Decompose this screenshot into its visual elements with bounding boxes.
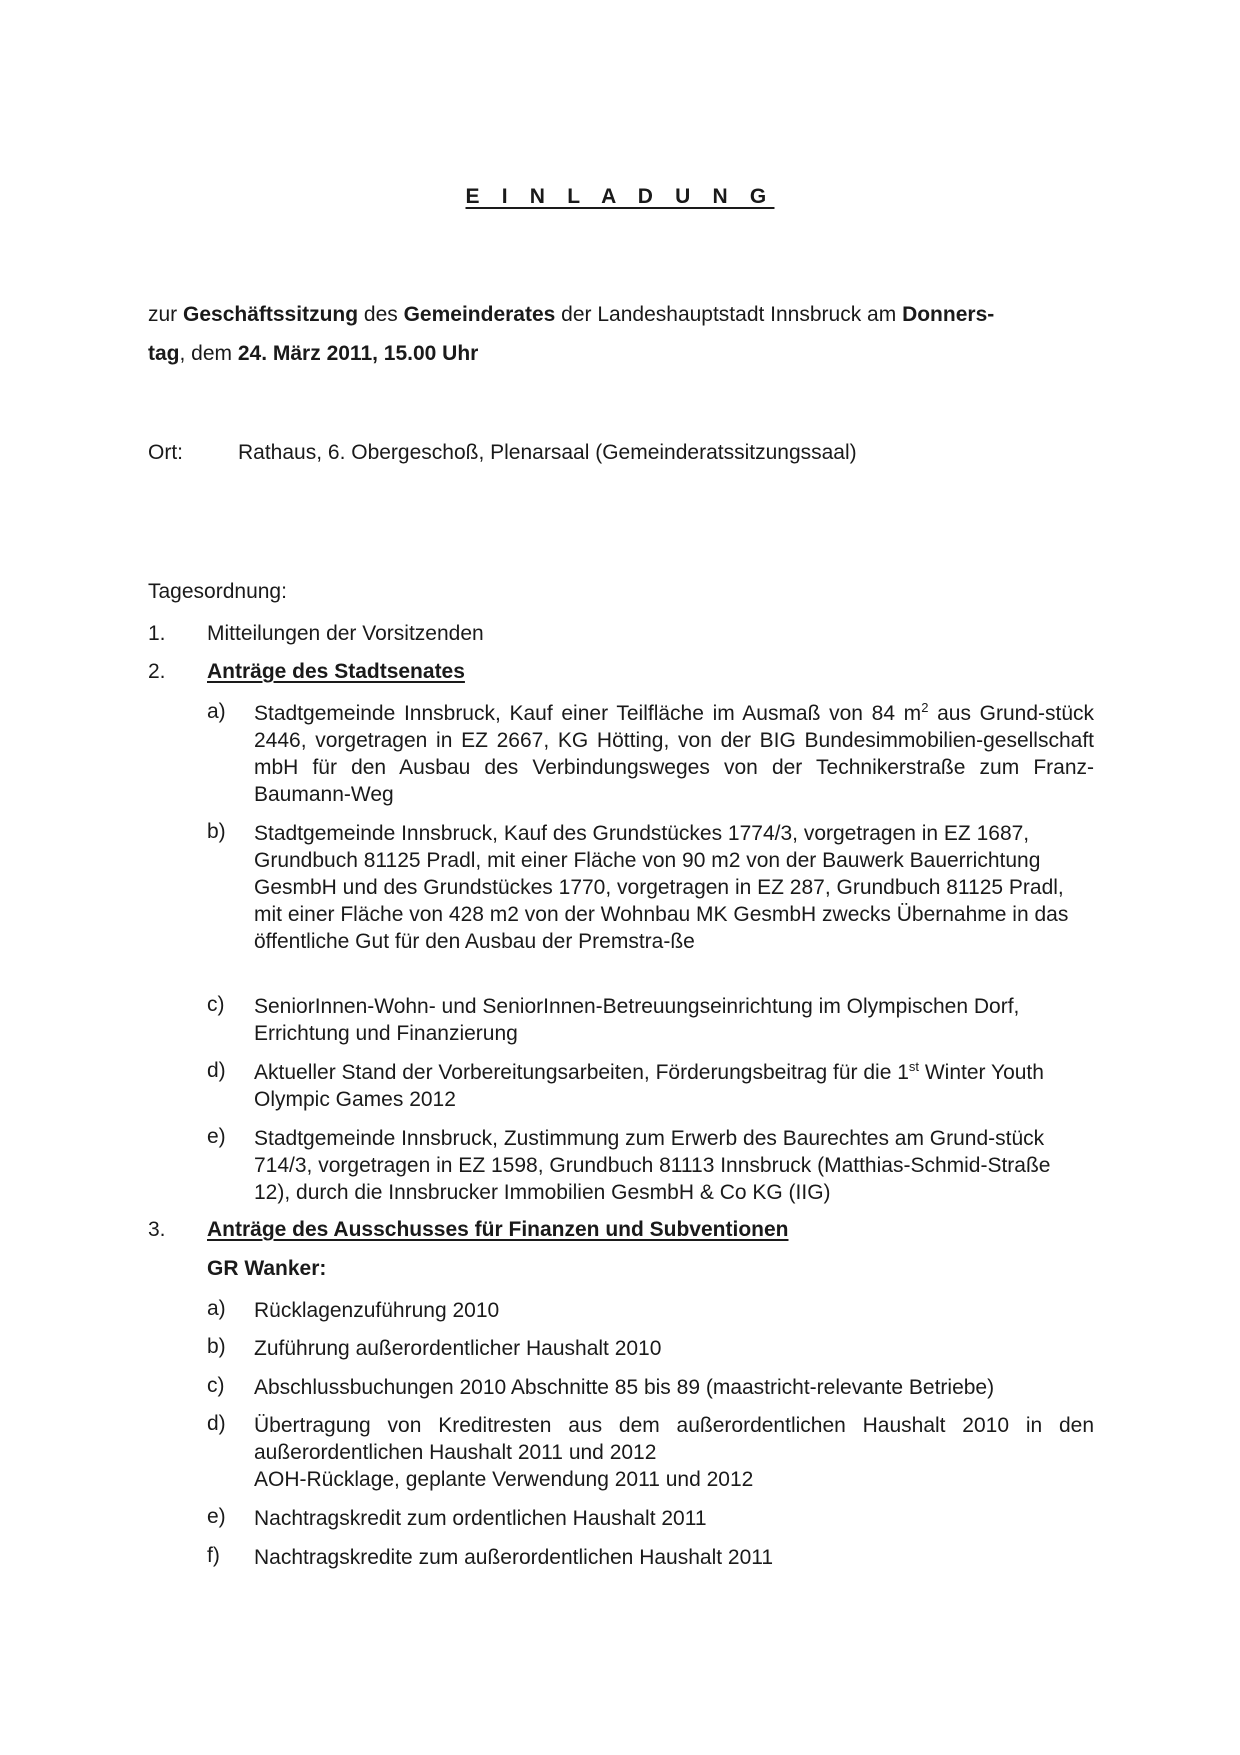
superscript: 2 — [921, 700, 929, 715]
agenda-heading: Tagesordnung: — [148, 580, 287, 603]
meeting-date: 24. März 2011, 15.00 Uhr — [237, 342, 479, 365]
document-title: E I N L A D U N G — [465, 185, 775, 208]
intro-text: der Landeshauptstadt Innsbruck am — [555, 303, 903, 326]
section-heading: Anträge des Ausschusses für Finanzen und Subventionen — [207, 1218, 789, 1241]
intro-text: , dem — [179, 342, 238, 365]
location-value: Rathaus, 6. Obergeschoß, Plenarsaal (Gemeinderatssitzungssaal) — [238, 441, 857, 464]
intro-bold: Geschäftssitzung — [183, 303, 359, 326]
intro-paragraph — [148, 295, 1088, 373]
item-number: 2. — [148, 660, 166, 683]
sub-item-text: Nachtragskredite zum außerordentlichen Haushalt 2011 — [254, 1546, 774, 1569]
text-part: Stadtgemeinde Innsbruck, Kauf einer Teilfläche im Ausmaß von 84 m — [254, 702, 922, 725]
sub-item-text: Stadtgemeinde Innsbruck, Zustimmung zum Erwerb des Baurechtes am Grund-stück 714/3, vorgetragen in EZ 1598, Grundbuch 81113 Innsbruck (Matthias-Schmid-Straße 12), durch die Innsbrucker Immobilien GesmbH & Co KG (IIG) — [254, 1127, 1051, 1204]
intro-bold: Donners- — [902, 303, 995, 326]
text-part: aus Grund-stück 2446, vorgetragen in EZ 2667, KG Hötting, von der BIG Bundesimmobilien-gesellschaft mbH für den Ausbau des Verbindungsweges von der Technikerstraße zum Franz-Baumann-Weg — [254, 702, 1095, 806]
sub-item-text-line2: AOH-Rücklage, geplante Verwendung 2011 und 2012 — [254, 1468, 754, 1491]
text-part: Aktueller Stand der Vorbereitungsarbeiten, Förderungsbeitrag für die 1 — [254, 1061, 909, 1084]
sub-item-text: Zuführung außerordentlicher Haushalt 2010 — [254, 1337, 662, 1360]
sub-item-text: Abschlussbuchungen 2010 Abschnitte 85 bis 89 (maastricht-relevante Betriebe) — [254, 1376, 995, 1399]
intro-text: zur — [148, 303, 184, 326]
location-label: Ort: — [148, 441, 183, 464]
text-part: Winter Youth Olympic Games 2012 — [254, 1061, 1044, 1111]
sub-item-text: Rücklagenzuführung 2010 — [254, 1299, 500, 1322]
sub-item-letter: a) — [207, 700, 226, 723]
sub-item-letter: a) — [207, 1297, 226, 1320]
speaker-label: GR Wanker: — [207, 1257, 327, 1280]
sub-item-letter: b) — [207, 1335, 226, 1358]
sub-item-text: Stadtgemeinde Innsbruck, Kauf des Grundstückes 1774/3, vorgetragen in EZ 1687, Grundbuch 81125 Pradl, mit einer Fläche von 90 m2 von der Bauwerk Bauerrichtung GesmbH und des Grundstückes 1770, vorgetragen in EZ 287, Grundbuch 81125 Pradl, mit einer Fläche von 428 m2 von der Wohnbau MK GesmbH zwecks Übernahme in das öffentliche Gut für den Ausbau der Premstra-ße — [254, 822, 1069, 953]
sub-item-letter: c) — [207, 1374, 225, 1397]
section-heading: Anträge des Stadtsenates — [207, 660, 465, 683]
item-number: 1. — [148, 622, 166, 645]
intro-text: des — [358, 303, 404, 326]
intro-bold: Gemeinderates — [403, 303, 556, 326]
superscript: st — [908, 1059, 920, 1074]
item-text: Mitteilungen der Vorsitzenden — [207, 622, 484, 645]
item-number: 3. — [148, 1218, 166, 1241]
sub-item-letter: b) — [207, 820, 226, 843]
intro-bold: tag — [148, 342, 180, 365]
sub-item-letter: c) — [207, 993, 225, 1016]
sub-item-text: SeniorInnen-Wohn- und SeniorInnen-Betreuungseinrichtung im Olympischen Dorf, Errichtung und Finanzierung — [254, 995, 1020, 1045]
sub-item-letter: e) — [207, 1125, 226, 1148]
sub-item-letter: d) — [207, 1059, 226, 1082]
sub-item-text: Übertragung von Kreditresten aus dem außerordentlichen Haushalt 2010 in den außerordentlichen Haushalt 2011 und 2012 — [254, 1414, 1094, 1464]
sub-item-letter: e) — [207, 1505, 226, 1528]
sub-item-text: Nachtragskredit zum ordentlichen Haushalt 2011 — [254, 1507, 707, 1530]
sub-item-letter: d) — [207, 1412, 226, 1435]
sub-item-text — [254, 700, 1094, 808]
sub-item-text — [254, 1059, 1074, 1113]
sub-item-letter: f) — [207, 1544, 220, 1567]
